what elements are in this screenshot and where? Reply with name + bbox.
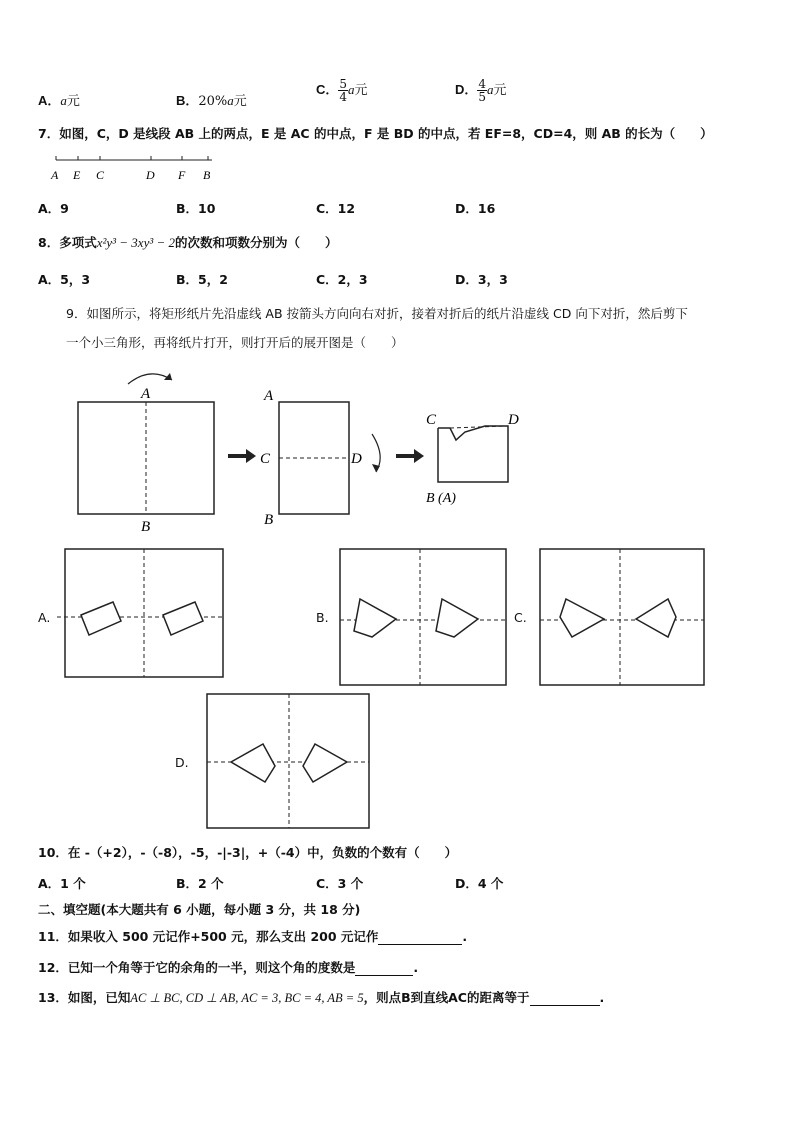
q9-stem-line2: 一个小三角形，再将纸片打开，则打开后的展开图是（ ） bbox=[66, 335, 404, 350]
q6-option-a: A．a元 bbox=[38, 93, 80, 109]
svg-text:C: C bbox=[426, 412, 437, 428]
q13-answer-blank[interactable] bbox=[530, 990, 600, 1006]
q9-option-c-figure bbox=[536, 547, 708, 689]
svg-text:D: D bbox=[508, 412, 519, 428]
q13-stem: 13．如图，已知AC ⊥ BC, CD ⊥ AB, AC = 3, BC = 4, AB = 5，则点B到直线AC的距离等于 . bbox=[38, 990, 605, 1005]
q8-option-c: C．2，3 bbox=[316, 272, 368, 287]
q6-option-b: B．20%a元 bbox=[176, 93, 247, 109]
q10-option-b: B．2 个 bbox=[176, 876, 224, 891]
q8-stem: 8．多项式x²y³ − 3xy³ − 2的次数和项数分别为（ ） bbox=[38, 235, 338, 250]
q9-option-d-figure bbox=[205, 692, 373, 832]
point-label-e: E bbox=[73, 168, 81, 182]
q6-option-c: C． $\frac{5}{4}$ a元 bbox=[316, 77, 368, 104]
q10-option-c: C．3 个 bbox=[316, 876, 364, 891]
point-label-b: B bbox=[203, 168, 211, 182]
svg-text:D: D bbox=[351, 451, 362, 467]
q9-option-b-label: B. bbox=[316, 610, 329, 625]
q9-option-c-label: C. bbox=[514, 610, 527, 625]
q9-option-b-figure bbox=[336, 547, 508, 689]
q7-segment-figure bbox=[40, 150, 230, 185]
q7-stem: 7．如图，C，D 是线段 AB 上的两点，E 是 AC 的中点，F 是 BD 的中点，若 EF=8，CD=4，则 AB 的长为（ ） bbox=[38, 126, 713, 141]
q11-stem: 11．如果收入 500 元记作+500 元，那么支出 200 元记作 . bbox=[38, 929, 468, 944]
q7-option-d: D．16 bbox=[455, 201, 496, 216]
svg-text:B (A): B (A) bbox=[426, 491, 456, 506]
q9-folding-figure bbox=[60, 360, 540, 535]
q10-option-d: D．4 个 bbox=[455, 876, 504, 891]
q8-option-a: A．5，3 bbox=[38, 272, 91, 287]
q7-option-a: A．9 bbox=[38, 201, 69, 216]
svg-text:B: B bbox=[264, 512, 274, 528]
q8-option-d: D．3，3 bbox=[455, 272, 508, 287]
svg-text:C: C bbox=[260, 451, 271, 467]
svg-text:A: A bbox=[264, 388, 274, 404]
q8-option-b: B．5，2 bbox=[176, 272, 228, 287]
q9-option-a-label: A. bbox=[38, 610, 51, 625]
q9-option-a-figure bbox=[55, 547, 225, 682]
q9-stem-line1: 9．如图所示，将矩形纸片先沿虚线 AB 按箭头方向向右对折，接着对折后的纸片沿虚线 CD 向下对折，然后剪下 bbox=[66, 306, 688, 321]
q7-option-b: B．10 bbox=[176, 201, 216, 216]
q12-answer-blank[interactable] bbox=[355, 960, 413, 976]
point-label-d: D bbox=[146, 168, 155, 182]
fraction-5-4: $\frac{5}{4}$ bbox=[339, 77, 348, 104]
q10-stem: 10．在 -（+2），-（-8），-5，-|-3|，+（-4）中，负数的个数有（ ） bbox=[38, 845, 458, 860]
right-arrow-icon bbox=[228, 454, 246, 458]
q6-option-d: D． $\frac{4}{5}$ a元 bbox=[455, 77, 507, 104]
q9-option-d-label: D. bbox=[175, 755, 189, 770]
q7-option-c: C．12 bbox=[316, 201, 356, 216]
fraction-4-5: $\frac{4}{5}$ bbox=[478, 77, 487, 104]
section-title: 二、填空题(本大题共有 6 小题，每小题 3 分，共 18 分) bbox=[38, 902, 361, 917]
right-arrow-icon bbox=[396, 454, 414, 458]
svg-text:B: B bbox=[141, 519, 151, 535]
q10-option-a: A．1 个 bbox=[38, 876, 86, 891]
point-label-c: C bbox=[96, 168, 105, 182]
q11-answer-blank[interactable] bbox=[378, 929, 462, 945]
q12-stem: 12．已知一个角等于它的余角的一半，则这个角的度数是 . bbox=[38, 960, 419, 975]
svg-text:A: A bbox=[141, 386, 151, 402]
point-label-f: F bbox=[178, 168, 186, 182]
point-label-a: A bbox=[51, 168, 59, 182]
